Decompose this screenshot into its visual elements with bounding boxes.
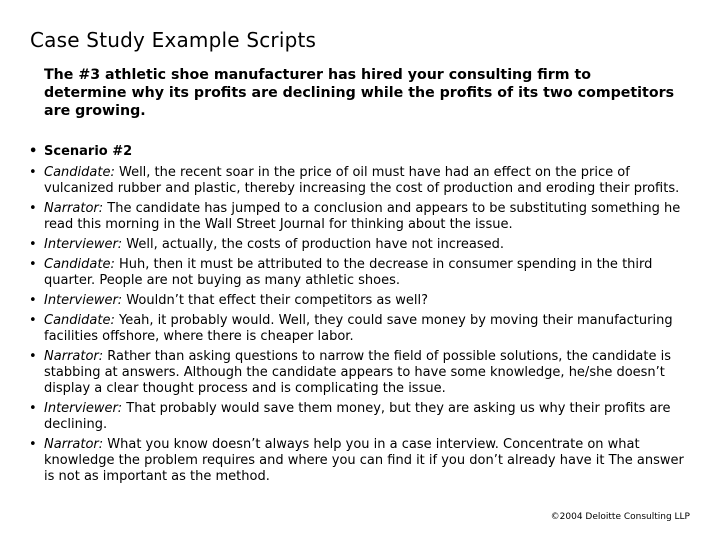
script-line xyxy=(29,401,691,433)
line-text: Yeah, it probably would. Well, they could save money by moving their manufacturing facilities offshore, where there is cheaper labor. xyxy=(44,313,673,344)
script-line xyxy=(29,313,691,345)
script-line xyxy=(29,201,691,233)
bullet-icon: • xyxy=(29,293,37,308)
line-text: Well, the recent soar in the price of oil must have had an effect on the price of vulcanized rubber and plastic, thereby increasing the cost of production and eroding their profits. xyxy=(44,165,680,196)
copyright-footer: ©2004 Deloitte Consulting LLP xyxy=(550,512,690,522)
bullet-icon: • xyxy=(29,313,37,328)
speaker-label: Interviewer: xyxy=(44,293,123,308)
script-line xyxy=(29,437,691,485)
script-line xyxy=(29,257,691,289)
bullet-icon: • xyxy=(29,401,37,416)
script-line xyxy=(29,237,691,253)
speaker-label: Candidate: xyxy=(44,165,115,180)
bullet-icon: • xyxy=(29,437,37,452)
bullet-icon: • xyxy=(29,165,37,180)
line-text: The candidate has jumped to a conclusion and appears to be substituting something he read this morning in the Wall Street Journal for thinking about the issue. xyxy=(44,201,681,232)
script-list xyxy=(29,144,691,489)
slide-title: Case Study Example Scripts xyxy=(30,28,317,52)
line-text: Well, actually, the costs of production have not increased. xyxy=(122,237,505,252)
bullet-icon: • xyxy=(29,349,37,364)
speaker-label: Interviewer: xyxy=(44,237,123,252)
case-intro: The #3 athletic shoe manufacturer has hired your consulting firm to determine why its profits are declining while the profits of its two competitors are growing. xyxy=(44,67,675,119)
speaker-label: Narrator: xyxy=(44,201,104,216)
script-line xyxy=(29,293,691,309)
script-line xyxy=(29,165,691,197)
scenario-heading xyxy=(29,144,691,160)
speaker-label: Candidate: xyxy=(44,257,115,272)
line-text: Huh, then it must be attributed to the decrease in consumer spending in the third quarter. People are not buying as many athletic shoes. xyxy=(44,257,653,288)
line-text: That probably would save them money, but they are asking us why their profits are declining. xyxy=(44,401,671,432)
scenario-label: Scenario #2 xyxy=(44,144,133,159)
line-text: What you know doesn’t always help you in a case interview. Concentrate on what knowledge the problem requires and where you can find it if you don’t already have it The answer is not as important as the method. xyxy=(44,437,684,484)
line-text: Wouldn’t that effect their competitors as well? xyxy=(122,293,428,308)
line-text: Rather than asking questions to narrow the field of possible solutions, the candidate is stabbing at answers. Although the candidate appears to have some knowledge, he/she doesn’t display a clear thought process and is complicating the issue. xyxy=(44,349,672,396)
speaker-label: Narrator: xyxy=(44,437,104,452)
script-line xyxy=(29,349,691,397)
speaker-label: Interviewer: xyxy=(44,401,123,416)
bullet-icon: • xyxy=(29,257,37,272)
speaker-label: Narrator: xyxy=(44,349,104,364)
bullet-icon: • xyxy=(29,237,37,252)
bullet-icon: • xyxy=(29,201,37,216)
speaker-label: Candidate: xyxy=(44,313,115,328)
bullet-icon: • xyxy=(29,144,38,159)
